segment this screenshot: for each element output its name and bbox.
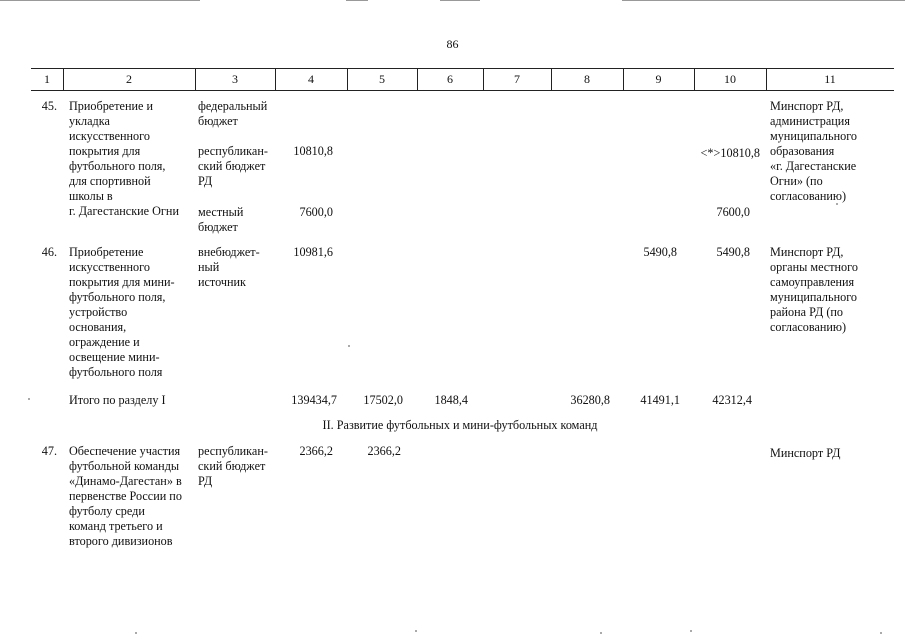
column-header: 10 bbox=[724, 72, 736, 86]
scan-speck bbox=[690, 630, 692, 632]
total-value: 36280,8 bbox=[570, 393, 610, 407]
scan-speck bbox=[415, 630, 417, 632]
scan-edge bbox=[346, 0, 368, 1]
cell-value: 5490,8 bbox=[643, 245, 677, 259]
funding-source: республикан- ский бюджет РД bbox=[198, 144, 268, 188]
cell-value: 5490,8 bbox=[716, 245, 750, 259]
column-header: 9 bbox=[655, 72, 662, 86]
column-header: 4 bbox=[308, 72, 314, 86]
scan-speck bbox=[28, 398, 30, 400]
funding-source: федеральный бюджет bbox=[198, 99, 268, 128]
total-value: 17502,0 bbox=[363, 393, 403, 407]
executor: Минспорт РД bbox=[770, 446, 841, 460]
column-header: 8 bbox=[584, 72, 590, 86]
scan-speck bbox=[600, 632, 602, 634]
column-header: 3 bbox=[232, 72, 238, 86]
page-number: 86 bbox=[446, 37, 459, 51]
row-number: 45. bbox=[41, 99, 57, 113]
cell-value: 10810,8 bbox=[293, 144, 333, 158]
cell-value: <*>10810,8 bbox=[700, 146, 760, 160]
column-header: 11 bbox=[824, 72, 836, 86]
column-header: 5 bbox=[379, 72, 385, 86]
scan-speck bbox=[836, 203, 838, 205]
measure-name: Приобретение искусственного покрытия для мини- футбольного поля, устройство основания, ограждение и освещение мини- футбольного поля bbox=[69, 245, 175, 379]
scan-speck bbox=[880, 632, 882, 634]
total-value: 139434,7 bbox=[291, 393, 337, 407]
cell-value: 2366,2 bbox=[299, 444, 333, 458]
total-label: Итого по разделу I bbox=[69, 393, 166, 407]
column-header: 2 bbox=[126, 72, 132, 86]
column-header: 1 bbox=[44, 72, 50, 86]
executor: Минспорт РД, администрация муниципального образования «г. Дагестанские Огни» (по согласованию) bbox=[770, 99, 857, 203]
cell-value: 10981,6 bbox=[293, 245, 333, 259]
header-bottom-rule bbox=[31, 90, 894, 91]
cell-value: 2366,2 bbox=[367, 444, 401, 458]
funding-source: республикан- ский бюджет РД bbox=[198, 444, 268, 488]
funding-source: внебюджет- ный источник bbox=[198, 245, 260, 289]
total-value: 41491,1 bbox=[640, 393, 680, 407]
measure-name: Обеспечение участия футбольной команды «Динамо-Дагестан» в первенстве России по футболу среди команд третьего и второго дивизионов bbox=[69, 444, 182, 548]
section-heading: II. Развитие футбольных и мини-футбольных команд bbox=[322, 418, 598, 432]
row-number: 46. bbox=[41, 245, 57, 259]
cell-value: 7600,0 bbox=[716, 205, 750, 219]
column-header: 7 bbox=[514, 72, 520, 86]
total-value: 42312,4 bbox=[712, 393, 752, 407]
scan-speck bbox=[135, 632, 137, 634]
scan-speck bbox=[348, 345, 350, 347]
scan-edge bbox=[440, 0, 480, 1]
total-value: 1848,4 bbox=[434, 393, 468, 407]
measure-name: Приобретение и укладка искусственного покрытия для футбольного поля, для спортивной школы в г. Дагестанские Огни bbox=[69, 99, 179, 218]
column-header: 6 bbox=[447, 72, 453, 86]
scan-edge bbox=[0, 0, 200, 1]
scan-edge bbox=[622, 0, 905, 1]
executor: Минспорт РД, органы местного самоуправления муниципального района РД (по согласованию) bbox=[770, 245, 858, 334]
header-top-rule bbox=[31, 68, 894, 69]
cell-value: 7600,0 bbox=[299, 205, 333, 219]
row-number: 47. bbox=[41, 444, 57, 458]
funding-source: местный бюджет bbox=[198, 205, 244, 234]
